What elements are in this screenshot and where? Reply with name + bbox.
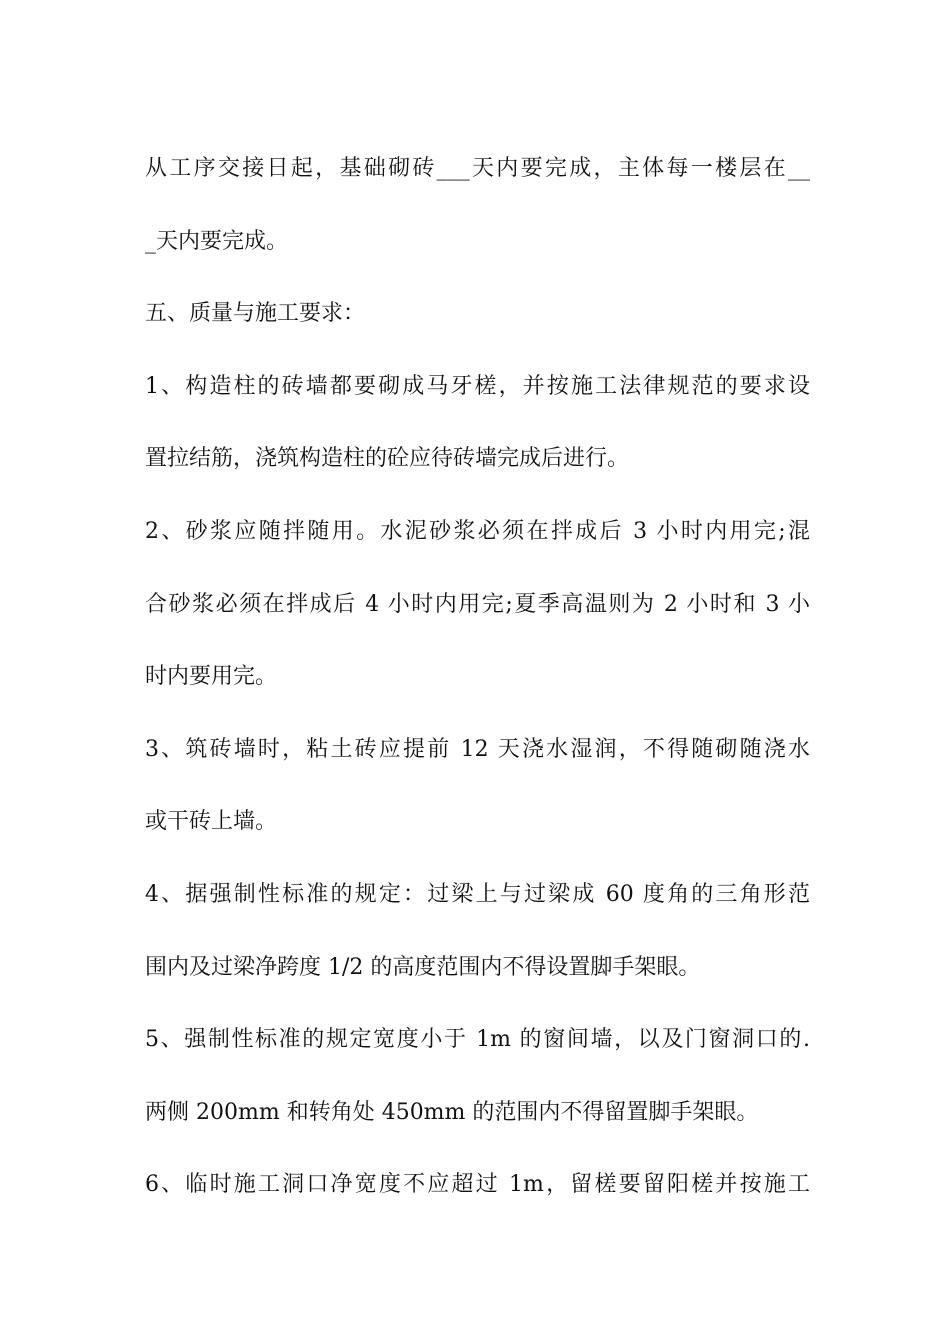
section-heading: 五、质量与施工要求： xyxy=(145,301,366,327)
text-line: 4、据强制性标准的规定：过梁上与过梁成 60 度角的三角形范 xyxy=(145,881,810,907)
text-line: 时内要用完。 xyxy=(145,664,278,690)
text-line: _天内要完成。 xyxy=(145,228,289,254)
text-line: 两侧 200mm 和转角处 450mm 的范围内不得留置脚手架眼。 xyxy=(145,1099,759,1125)
text-line: 围内及过梁净跨度 1/2 的高度范围内不得设置脚手架眼。 xyxy=(145,954,701,980)
document-body xyxy=(145,133,810,1222)
text-line: 3、筑砖墙时，粘土砖应提前 12 天浇水湿润，不得随砌随浇水 xyxy=(145,736,810,762)
text-line: 5、强制性标准的规定宽度小于 1m 的窗间墙，以及门窗洞口的. xyxy=(145,1027,810,1053)
text-line: 2、砂浆应随拌随用。水泥砂浆必须在拌成后 3 小时内用完;混 xyxy=(145,518,810,544)
text-line: 1、构造柱的砖墙都要砌成马牙槎，并按施工法律规范的要求设 xyxy=(145,373,810,399)
text-line: 置拉结筋，浇筑构造柱的砼应待砖墙完成后进行。 xyxy=(145,446,630,472)
text-line: 6、临时施工洞口净宽度不应超过 1m，留槎要留阳槎并按施工 xyxy=(145,1172,810,1198)
text-line: 从工序交接日起，基础砌砖___天内要完成，主体每一楼层在__ xyxy=(145,156,810,181)
text-line: 或干砖上墙。 xyxy=(145,809,278,835)
text-line: 合砂浆必须在拌成后 4 小时内用完;夏季高温则为 2 小时和 3 小 xyxy=(145,591,810,617)
